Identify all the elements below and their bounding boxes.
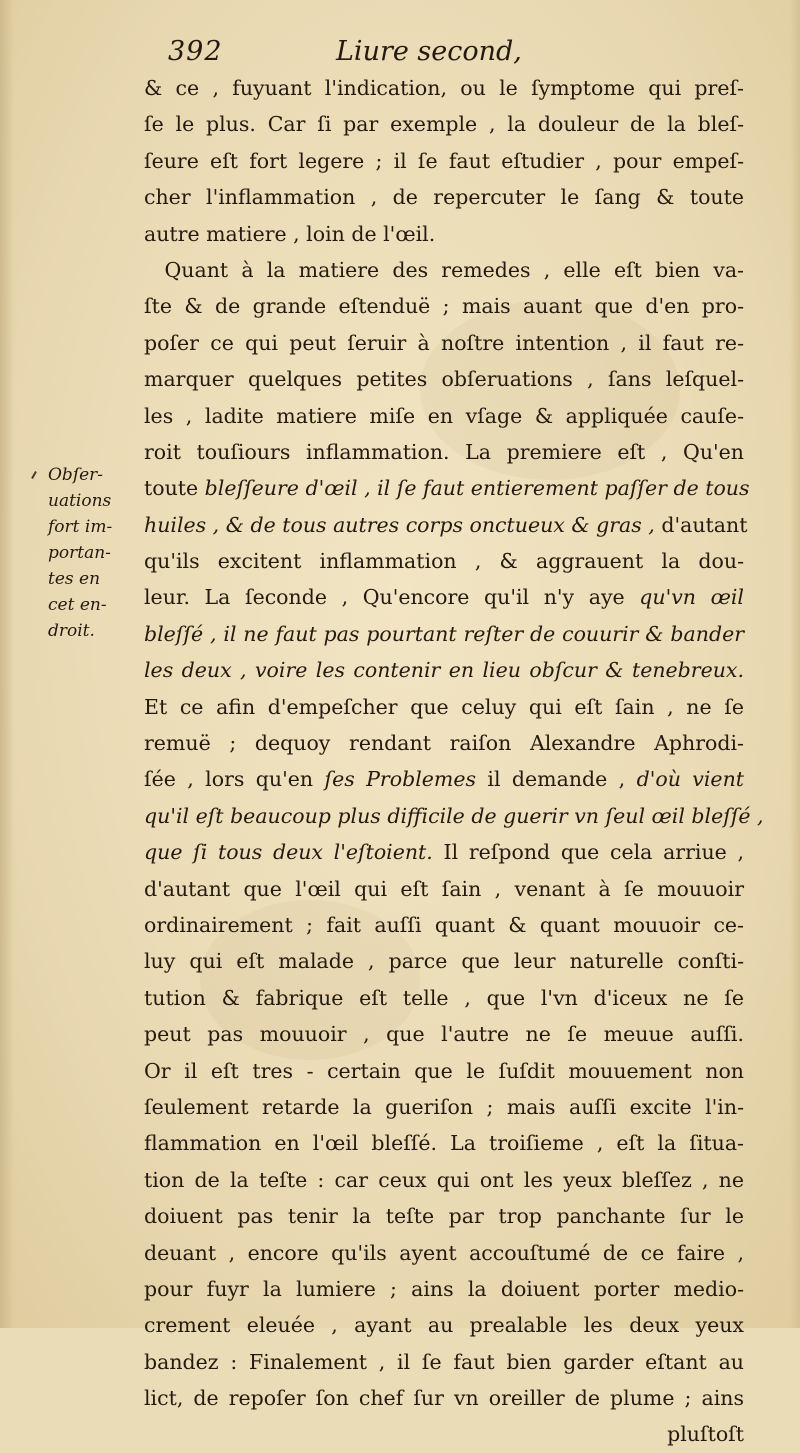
text-line bbox=[144, 398, 744, 434]
text-line bbox=[144, 325, 744, 361]
margin-mark bbox=[31, 471, 37, 479]
margin-note-line: Obſer- bbox=[48, 465, 104, 485]
text-line bbox=[144, 652, 744, 688]
text-span: tion de la teſte : car ceux qui ont les yeux bleſſez , ne bbox=[144, 1167, 744, 1192]
text-span: Il reſpond que cela arriue , bbox=[432, 840, 744, 865]
text-span: bandez : Finalement , il ſe faut bien garder eſtant au bbox=[144, 1349, 744, 1374]
text-line bbox=[144, 1198, 744, 1234]
text-span: ſte & de grande eſtenduë ; mais auant que d'en pro- bbox=[144, 294, 744, 319]
text-line bbox=[144, 871, 744, 907]
text-span: luy qui eſt malade , parce que leur naturelle conſti- bbox=[144, 949, 744, 974]
text-line bbox=[144, 907, 744, 943]
text-span: crement eleuée , ayant au prealable les deux yeux bbox=[144, 1313, 744, 1338]
text-span: & ce , fuyuant l'indication, ou le ſymptome qui preſ- bbox=[144, 76, 744, 100]
text-line bbox=[144, 70, 744, 106]
text-span: Quant à la matiere des remedes , elle eſt bien va- bbox=[144, 257, 744, 282]
text-line bbox=[144, 179, 744, 215]
margin-note-line: droit. bbox=[48, 621, 95, 641]
text-span: autre matiere , loin de l'œil. bbox=[144, 221, 436, 246]
italic-text: les deux , voire les contenir en lieu obſcur & tenebreux. bbox=[144, 658, 744, 683]
margin-note-line: cet en- bbox=[48, 595, 107, 615]
text-span: d'autant que l'œil qui eſt ſain , venant à ſe mouuoir bbox=[144, 876, 744, 901]
text-span: tution & fabrique eſt telle , que l'vn d'iceux ne ſe bbox=[144, 985, 744, 1010]
text-span: d'autant bbox=[654, 512, 748, 537]
body-text bbox=[144, 70, 764, 1453]
text-line bbox=[144, 1125, 744, 1161]
text-line bbox=[144, 288, 744, 324]
margin-note-line: tes en bbox=[48, 569, 101, 589]
text-line bbox=[144, 1344, 744, 1380]
page-number: 392 bbox=[168, 36, 223, 67]
text-line bbox=[144, 1380, 744, 1416]
text-span: qu'ils excitent inflammation , & aggrauent la dou- bbox=[144, 549, 744, 574]
text-span: cher l'inflammation , de repercuter le ſang & toute bbox=[144, 185, 744, 210]
text-span: ſée , lors qu'en bbox=[144, 767, 325, 792]
text-line bbox=[144, 1162, 744, 1198]
text-line bbox=[144, 1307, 744, 1343]
italic-text: bleſſeure d'œil , il ſe faut entierement paſſer de tous bbox=[204, 476, 750, 501]
running-title: Liure second, bbox=[336, 36, 522, 67]
italic-text: d'où vient bbox=[636, 767, 745, 792]
text-span: les , ladite matiere miſe en vſage & appliquée cauſe- bbox=[144, 403, 744, 428]
text-span: roit touſiours inflammation. La premiere eſt , Qu'en bbox=[144, 439, 744, 464]
text-line bbox=[144, 1089, 744, 1125]
text-line bbox=[144, 1053, 744, 1089]
text-span: leur. La ſeconde , Qu'encore qu'il n'y aye bbox=[144, 585, 640, 610]
italic-text: huiles , & de tous autres corps onctueux & gras , bbox=[144, 512, 655, 537]
text-span: Or il eſt tres - certain que le ſuſdit mouuement non bbox=[144, 1058, 744, 1083]
text-line bbox=[144, 616, 744, 652]
text-line bbox=[144, 361, 744, 397]
text-span: il demande , bbox=[475, 767, 637, 792]
text-line bbox=[144, 798, 764, 834]
italic-text: ſes Problemes bbox=[324, 767, 476, 792]
italic-text: que ſi tous deux l'eſtoient. bbox=[144, 840, 433, 865]
text-span: doiuent pas tenir la teſte par trop panchante ſur le bbox=[144, 1204, 744, 1229]
text-span: ſeure eſt fort legere ; il ſe faut eſtudier , pour empeſ- bbox=[144, 148, 744, 173]
text-line bbox=[144, 1235, 744, 1271]
text-span: ſe le plus. Car ſi par exemple , la douleur de la bleſ- bbox=[144, 112, 744, 137]
text-span: flammation en l'œil bleſſé. La troiſieme , eſt la ſitua- bbox=[144, 1131, 744, 1156]
text-line bbox=[144, 216, 744, 252]
margin-note-line: fort im- bbox=[48, 517, 113, 537]
text-span: ſeulement retarde la gueriſon ; mais auſſi excite l'in- bbox=[144, 1094, 744, 1119]
text-line bbox=[144, 543, 744, 579]
page-edge-shadow-right bbox=[790, 0, 800, 1328]
text-line bbox=[144, 834, 744, 870]
italic-text: qu'vn œil bbox=[639, 585, 744, 610]
text-line bbox=[144, 761, 744, 797]
text-span: pluſtoſt bbox=[667, 1422, 744, 1447]
text-span: ordinairement ; fait auſſi quant & quant mouuoir ce- bbox=[144, 912, 744, 937]
text-span: deuant , encore qu'ils ayent accouſtumé de ce faire , bbox=[144, 1240, 744, 1265]
margin-note bbox=[48, 462, 134, 644]
text-line bbox=[144, 689, 744, 725]
margin-note-line: uations bbox=[48, 491, 112, 511]
catchword bbox=[144, 1416, 744, 1452]
text-line bbox=[144, 434, 744, 470]
text-span: lict, de repoſer ſon chef ſur vn oreiller de plume ; ains bbox=[144, 1386, 744, 1411]
text-span: marquer quelques petites obſeruations , ſans leſquel- bbox=[144, 367, 744, 392]
text-span: peut pas mouuoir , que l'autre ne ſe meuue auſſi. bbox=[144, 1022, 744, 1047]
text-line bbox=[144, 507, 748, 543]
text-line bbox=[144, 980, 744, 1016]
margin-note-line: portan- bbox=[48, 543, 111, 563]
text-span: toute bbox=[144, 476, 205, 501]
text-line bbox=[144, 1271, 744, 1307]
text-line bbox=[144, 106, 744, 142]
text-line bbox=[144, 470, 750, 506]
text-line bbox=[144, 579, 744, 615]
text-span: poſer ce qui peut ſeruir à noſtre intention , il faut re- bbox=[144, 330, 744, 355]
text-line bbox=[144, 725, 744, 761]
text-span: Et ce afin d'empeſcher que celuy qui eſt ſain , ne ſe bbox=[144, 694, 744, 719]
text-line bbox=[144, 252, 744, 288]
text-span: pour fuyr la lumiere ; ains la doiuent porter medio- bbox=[144, 1276, 744, 1301]
text-line bbox=[144, 143, 744, 179]
text-span: remuë ; dequoy rendant raiſon Alexandre Aphrodi- bbox=[144, 731, 744, 756]
page-edge-shadow-left bbox=[0, 0, 14, 1328]
italic-text: qu'il eſt beaucoup plus difficile de guerir vn ſeul œil bleſſé , bbox=[144, 803, 764, 828]
text-line bbox=[144, 943, 744, 979]
text-line bbox=[144, 1016, 744, 1052]
italic-text: bleſſé , il ne faut pas pourtant reſter de couurir & bander bbox=[144, 621, 744, 646]
